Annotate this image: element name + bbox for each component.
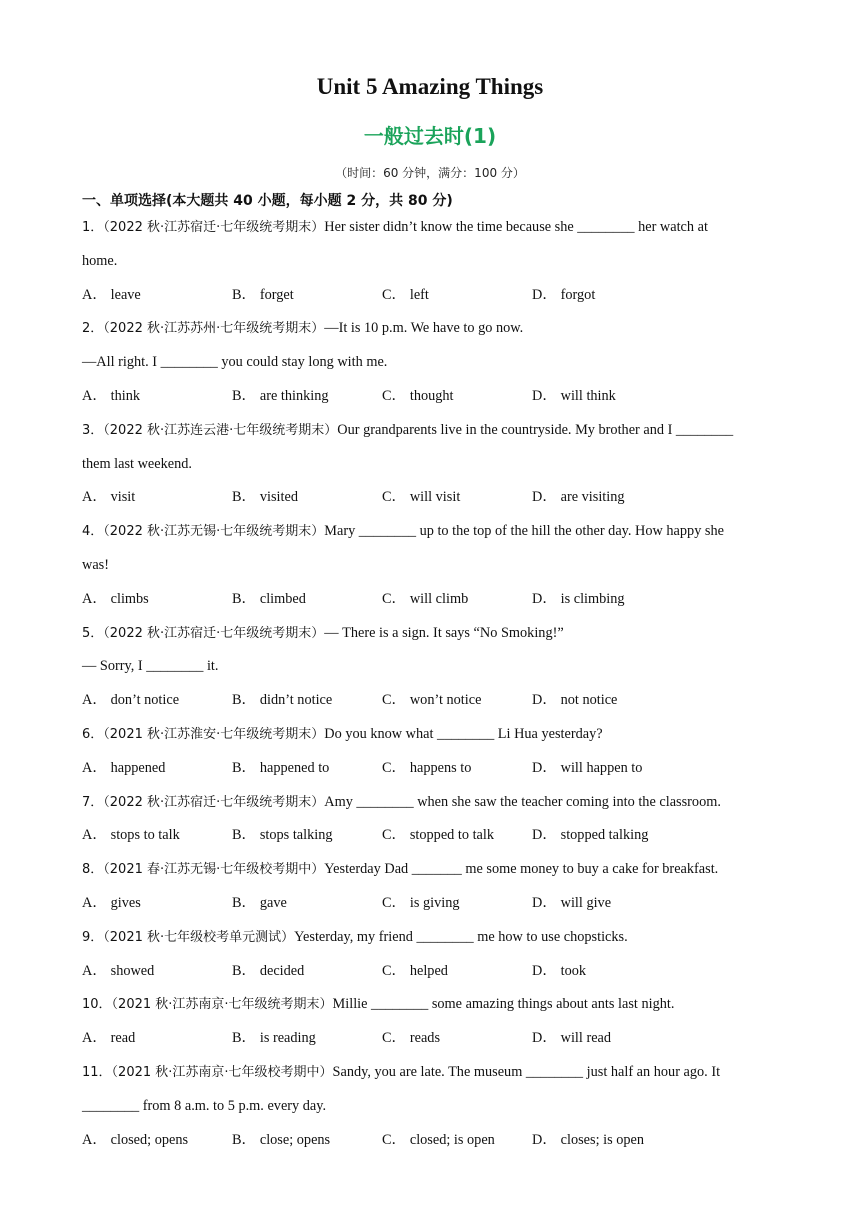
question-number: 10． xyxy=(82,997,112,1013)
answer-option[interactable] xyxy=(232,955,382,989)
option-text: don’t notice xyxy=(110,692,180,709)
option-text: are thinking xyxy=(259,387,329,404)
answer-option[interactable] xyxy=(382,1124,532,1158)
option-text: is giving xyxy=(409,894,460,911)
question-stem-line xyxy=(82,650,782,684)
option-text: leave xyxy=(110,286,141,303)
option-letter: B． xyxy=(232,590,256,607)
option-letter: B． xyxy=(232,286,256,303)
question-source: （2021 秋·江苏南京·七年级校考期中） xyxy=(111,1064,333,1080)
option-letter: A． xyxy=(82,590,107,607)
answer-option[interactable] xyxy=(232,279,382,313)
page-subtitle: 一般过去时(1) xyxy=(363,124,497,148)
answer-option[interactable] xyxy=(382,481,532,515)
answer-option[interactable] xyxy=(232,1022,382,1056)
answer-option[interactable] xyxy=(382,887,532,921)
option-text: won’t notice xyxy=(409,692,482,709)
question-stem-line xyxy=(82,786,782,820)
option-text: forgot xyxy=(560,286,596,303)
answer-option[interactable] xyxy=(532,380,682,414)
answer-options xyxy=(82,481,782,515)
question-stem-line xyxy=(82,448,782,482)
option-text: didn’t notice xyxy=(259,692,333,709)
option-letter: C． xyxy=(382,1030,406,1047)
answer-option[interactable] xyxy=(82,279,232,313)
question-number: 6． xyxy=(82,726,104,742)
option-text: climbed xyxy=(259,590,306,607)
question-stem-line xyxy=(82,515,782,549)
answer-option[interactable] xyxy=(532,1124,682,1158)
option-letter: A． xyxy=(82,962,107,979)
option-letter: D． xyxy=(532,387,557,404)
answer-option[interactable] xyxy=(232,481,382,515)
answer-option[interactable] xyxy=(382,279,532,313)
option-text: are visiting xyxy=(560,489,625,506)
question-text: Mary ________ up to the top of the hill the other day. How happy she xyxy=(324,523,724,540)
question-text: Yesterday, my friend ________ me how to use chopsticks. xyxy=(294,928,628,945)
option-letter: C． xyxy=(382,590,406,607)
answer-option[interactable] xyxy=(232,752,382,786)
option-text: happens to xyxy=(409,759,472,776)
option-text: visited xyxy=(259,489,298,506)
answer-option[interactable] xyxy=(532,819,682,853)
answer-option[interactable] xyxy=(232,684,382,718)
question-number: 11． xyxy=(82,1064,112,1080)
question-stem-line xyxy=(82,1090,782,1124)
option-letter: C． xyxy=(382,759,406,776)
option-text: left xyxy=(409,286,429,303)
answer-options xyxy=(82,1022,782,1056)
option-letter: A． xyxy=(82,692,107,709)
question-text: was! xyxy=(82,556,109,573)
answer-options xyxy=(82,279,782,313)
question-number: 9． xyxy=(82,929,104,945)
question-item xyxy=(82,786,782,854)
question-stem-line xyxy=(82,414,782,448)
question-item xyxy=(82,718,782,786)
question-text: —It is 10 p.m. We have to go now. xyxy=(324,320,524,337)
question-stem-line xyxy=(82,346,782,380)
answer-option[interactable] xyxy=(232,583,382,617)
option-text: took xyxy=(560,962,587,979)
page-title: Unit 5 Amazing Things xyxy=(316,74,544,99)
question-stem-line xyxy=(82,988,782,1022)
option-text: will think xyxy=(560,387,616,404)
answer-option[interactable] xyxy=(532,887,682,921)
option-letter: B． xyxy=(232,759,256,776)
answer-option[interactable] xyxy=(532,684,682,718)
option-text: closed; opens xyxy=(110,1131,189,1148)
question-text: Sandy, you are late. The museum ________ just half an hour ago. It xyxy=(332,1063,721,1080)
option-letter: B． xyxy=(232,387,256,404)
question-source: （2022 秋·江苏苏州·七年级统考期末） xyxy=(103,321,325,337)
option-text: not notice xyxy=(560,692,618,709)
answer-option[interactable] xyxy=(532,481,682,515)
option-letter: C． xyxy=(382,286,406,303)
question-stem-line xyxy=(82,211,782,245)
option-text: will give xyxy=(560,894,612,911)
answer-option[interactable] xyxy=(232,819,382,853)
option-text: decided xyxy=(259,962,305,979)
answer-options xyxy=(82,1124,782,1158)
option-text: gave xyxy=(259,894,287,911)
option-letter: D． xyxy=(532,962,557,979)
option-text: stops talking xyxy=(259,827,333,844)
option-text: happened xyxy=(110,759,166,776)
question-text: Our grandparents live in the countryside. My brother and I ________ xyxy=(337,421,734,438)
question-text: —All right. I ________ you could stay long with me. xyxy=(82,354,388,371)
question-text: Amy ________ when she saw the teacher coming into the classroom. xyxy=(324,793,721,810)
question-text: them last weekend. xyxy=(82,455,192,472)
answer-option[interactable] xyxy=(382,380,532,414)
question-stem-line xyxy=(82,549,782,583)
option-text: happened to xyxy=(259,759,330,776)
answer-options xyxy=(82,380,782,414)
question-source: （2022 秋·江苏宿迁·七年级统考期末） xyxy=(103,794,325,810)
answer-option[interactable] xyxy=(232,887,382,921)
question-source: （2022 秋·江苏宿迁·七年级统考期末） xyxy=(103,625,325,641)
option-letter: D． xyxy=(532,1131,557,1148)
question-text: home. xyxy=(82,252,118,269)
option-letter: D． xyxy=(532,759,557,776)
question-source: （2021 春·江苏无锡·七年级校考期中） xyxy=(103,862,325,878)
option-letter: A． xyxy=(82,387,107,404)
answer-option[interactable] xyxy=(382,955,532,989)
option-letter: D． xyxy=(532,692,557,709)
option-text: will climb xyxy=(409,590,469,607)
question-source: （2022 秋·江苏宿迁·七年级统考期末） xyxy=(103,220,325,235)
option-text: climbs xyxy=(110,590,149,607)
option-text: reads xyxy=(409,1030,441,1047)
question-text: — Sorry, I ________ it. xyxy=(82,658,219,675)
option-text: visit xyxy=(110,489,136,506)
question-stem-line xyxy=(82,617,782,651)
answer-option[interactable] xyxy=(82,955,232,989)
answer-options xyxy=(82,955,782,989)
answer-option[interactable] xyxy=(82,583,232,617)
option-text: read xyxy=(110,1030,136,1047)
section-heading: 一、单项选择(本大题共 40 小题，每小题 2 分，共 80 分) xyxy=(82,193,453,209)
answer-option[interactable] xyxy=(82,819,232,853)
option-text: gives xyxy=(110,894,141,911)
question-item xyxy=(82,853,782,921)
answer-option[interactable] xyxy=(232,1124,382,1158)
question-item xyxy=(82,617,782,718)
option-letter: B． xyxy=(232,692,256,709)
question-item xyxy=(82,414,782,515)
answer-option[interactable] xyxy=(532,583,682,617)
question-text: Do you know what ________ Li Hua yesterday? xyxy=(324,725,603,742)
option-letter: B． xyxy=(232,827,256,844)
option-text: will happen to xyxy=(560,759,643,776)
answer-option[interactable] xyxy=(82,752,232,786)
answer-options xyxy=(82,684,782,718)
question-item xyxy=(82,921,782,989)
question-text: Millie ________ some amazing things about ants last night. xyxy=(332,996,675,1013)
option-letter: D． xyxy=(532,286,557,303)
option-text: closed; is open xyxy=(409,1131,495,1148)
question-number: 5． xyxy=(82,625,104,641)
option-text: stopped to talk xyxy=(409,827,495,844)
question-text: Yesterday Dad _______ me some money to buy a cake for breakfast. xyxy=(324,861,719,878)
option-text: is reading xyxy=(259,1030,316,1047)
option-letter: C． xyxy=(382,489,406,506)
option-letter: B． xyxy=(232,1030,256,1047)
question-stem-line xyxy=(82,853,782,887)
option-letter: A． xyxy=(82,489,107,506)
answer-option[interactable] xyxy=(382,1022,532,1056)
answer-options xyxy=(82,887,782,921)
question-item xyxy=(82,988,782,1056)
question-source: （2022 秋·江苏连云港·七年级统考期末） xyxy=(103,422,338,438)
answer-option[interactable] xyxy=(82,684,232,718)
question-source: （2021 秋·江苏南京·七年级统考期末） xyxy=(111,997,333,1013)
option-letter: D． xyxy=(532,894,557,911)
question-list xyxy=(82,211,782,1157)
answer-option[interactable] xyxy=(82,1022,232,1056)
option-text: stops to talk xyxy=(110,827,180,844)
question-source: （2021 秋·江苏淮安·七年级统考期末） xyxy=(103,726,325,742)
answer-option[interactable] xyxy=(382,684,532,718)
option-letter: D． xyxy=(532,1030,557,1047)
question-item xyxy=(82,211,782,312)
question-number: 8． xyxy=(82,862,104,878)
question-number: 2． xyxy=(82,321,104,337)
question-item xyxy=(82,1056,782,1157)
answer-option[interactable] xyxy=(82,1124,232,1158)
answer-option[interactable] xyxy=(532,279,682,313)
option-text: closes; is open xyxy=(560,1131,645,1148)
answer-options xyxy=(82,583,782,617)
question-number: 7． xyxy=(82,794,104,810)
question-stem-line xyxy=(82,245,782,279)
option-text: stopped talking xyxy=(560,827,649,844)
option-letter: C． xyxy=(382,1131,406,1148)
question-number: 4． xyxy=(82,524,104,540)
question-text: Her sister didn’t know the time because she ________ her watch at xyxy=(324,219,708,235)
option-letter: A． xyxy=(82,759,107,776)
question-item xyxy=(82,312,782,413)
answer-option[interactable] xyxy=(382,819,532,853)
question-stem-line xyxy=(82,1056,782,1090)
answer-option[interactable] xyxy=(532,1022,682,1056)
option-letter: B． xyxy=(232,894,256,911)
question-text: ________ from 8 a.m. to 5 p.m. every day. xyxy=(82,1097,327,1114)
question-item xyxy=(82,515,782,616)
answer-option[interactable] xyxy=(82,380,232,414)
question-stem-line xyxy=(82,312,782,346)
question-number: 3． xyxy=(82,422,104,438)
option-letter: C． xyxy=(382,894,406,911)
answer-option[interactable] xyxy=(532,955,682,989)
option-letter: A． xyxy=(82,827,107,844)
option-letter: A． xyxy=(82,1030,107,1047)
option-text: is climbing xyxy=(560,590,625,607)
answer-options xyxy=(82,819,782,853)
option-letter: C． xyxy=(382,387,406,404)
option-letter: A． xyxy=(82,894,107,911)
option-letter: A． xyxy=(82,286,107,303)
option-text: showed xyxy=(110,962,155,979)
option-letter: C． xyxy=(382,962,406,979)
answer-option[interactable] xyxy=(232,380,382,414)
question-stem-line xyxy=(82,921,782,955)
answer-option[interactable] xyxy=(382,583,532,617)
question-number: 1． xyxy=(82,220,104,235)
option-letter: C． xyxy=(382,692,406,709)
option-letter: D． xyxy=(532,827,557,844)
time-info: （时间：60 分钟，满分：100 分） xyxy=(335,166,525,180)
answer-option[interactable] xyxy=(82,481,232,515)
option-text: forget xyxy=(259,286,294,303)
option-text: will read xyxy=(560,1030,612,1047)
option-text: think xyxy=(110,387,141,404)
option-letter: B． xyxy=(232,962,256,979)
option-text: close; opens xyxy=(259,1131,331,1148)
question-stem-line xyxy=(82,718,782,752)
question-source: （2022 秋·江苏无锡·七年级统考期末） xyxy=(103,524,325,540)
question-source: （2021 秋·七年级校考单元测试） xyxy=(103,929,295,945)
question-text: — There is a sign. It says “No Smoking!” xyxy=(324,624,564,641)
option-text: thought xyxy=(409,387,454,404)
answer-option[interactable] xyxy=(82,887,232,921)
option-text: helped xyxy=(409,962,448,979)
option-letter: A． xyxy=(82,1131,107,1148)
option-letter: D． xyxy=(532,489,557,506)
answer-option[interactable] xyxy=(532,752,682,786)
option-letter: B． xyxy=(232,1131,256,1148)
option-letter: B． xyxy=(232,489,256,506)
answer-options xyxy=(82,752,782,786)
option-text: will visit xyxy=(409,489,461,506)
answer-option[interactable] xyxy=(382,752,532,786)
option-letter: C． xyxy=(382,827,406,844)
option-letter: D． xyxy=(532,590,557,607)
